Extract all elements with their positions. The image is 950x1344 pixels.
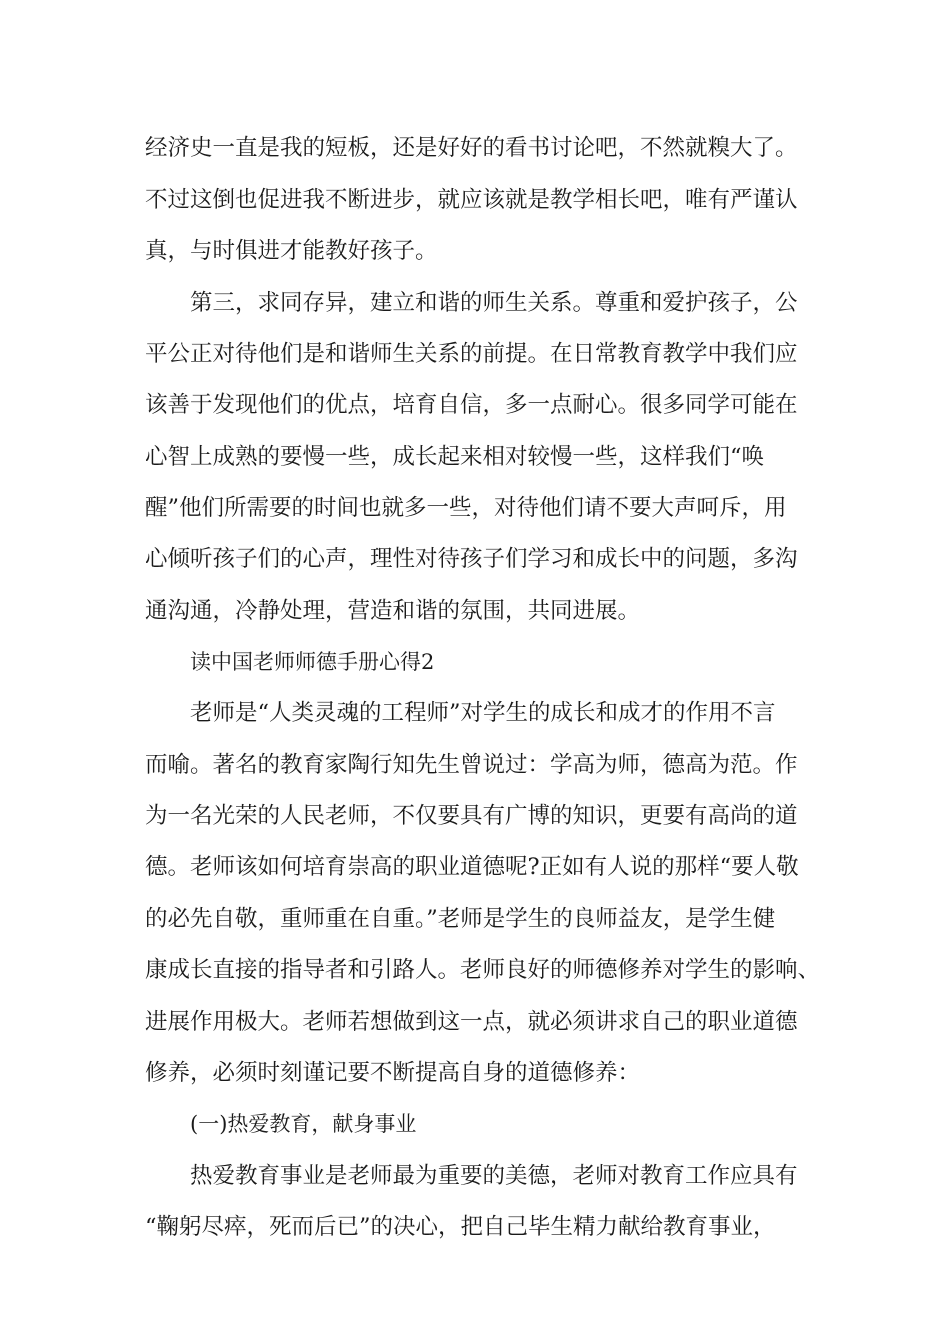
paragraph-line-9: 心倾听孩子们的心声，理性对待孩子们学习和成长中的问题，多沟: [145, 546, 798, 572]
paragraph-line-3: 真，与时俱进才能教好孩子。: [145, 238, 438, 264]
paragraph-line-16: 的必先自敬，重师重在自重。”老师是学生的良师益友，是学生健: [145, 906, 776, 932]
paragraph-line-13: 而喻。著名的教育家陶行知先生曾说过：学高为师，德高为范。作: [145, 752, 798, 778]
paragraph-line-18: 进展作用极大。老师若想做到这一点，就必须讲求自己的职业道德: [145, 1009, 798, 1035]
paragraph-line-12: 老师是“人类灵魂的工程师”对学生的成长和成才的作用不言: [190, 700, 776, 726]
paragraph-line-7: 心智上成熟的要慢一些，成长起来相对较慢一些，这样我们“唤: [145, 444, 765, 470]
paragraph-line-8: 醒”他们所需要的时间也就多一些，对待他们请不要大声呵斥，用: [145, 495, 787, 521]
paragraph-line-19: 修养，必须时刻谨记要不断提高自身的道德修养：: [145, 1060, 641, 1086]
paragraph-line-17: 康成长直接的指导者和引路人。老师良好的师德修养对学生的影响、: [145, 957, 821, 983]
paragraph-line-14: 为一名光荣的人民老师，不仅要具有广博的知识，更要有高尚的道: [145, 803, 798, 829]
paragraph-line-4: 第三，求同存异，建立和谐的师生关系。尊重和爱护孩子，公: [190, 290, 798, 316]
subsection-heading: (一)热爱教育，献身事业: [190, 1112, 417, 1136]
paragraph-line-22: “鞠躬尽瘁，死而后已”的决心，把自己毕生精力献给教育事业，: [145, 1214, 776, 1240]
paragraph-line-15: 德。老师该如何培育崇高的职业道德呢?正如有人说的那样“要人敬: [145, 854, 799, 880]
paragraph-line-6: 该善于发现他们的优点，培育自信，多一点耐心。很多同学可能在: [145, 392, 798, 418]
paragraph-line-10: 通沟通，冷静处理，营造和谐的氛围，共同进展。: [145, 598, 641, 624]
paragraph-line-2: 不过这倒也促进我不断进步，就应该就是教学相长吧，唯有严谨认: [145, 187, 798, 213]
paragraph-line-1: 经济史一直是我的短板，还是好好的看书讨论吧，不然就糗大了。: [145, 135, 798, 161]
paragraph-line-5: 平公正对待他们是和谐师生关系的前提。在日常教育教学中我们应: [145, 341, 798, 367]
section-heading: 读中国老师师德手册心得2: [190, 650, 435, 674]
paragraph-line-21: 热爱教育事业是老师最为重要的美德，老师对教育工作应具有: [190, 1163, 798, 1189]
